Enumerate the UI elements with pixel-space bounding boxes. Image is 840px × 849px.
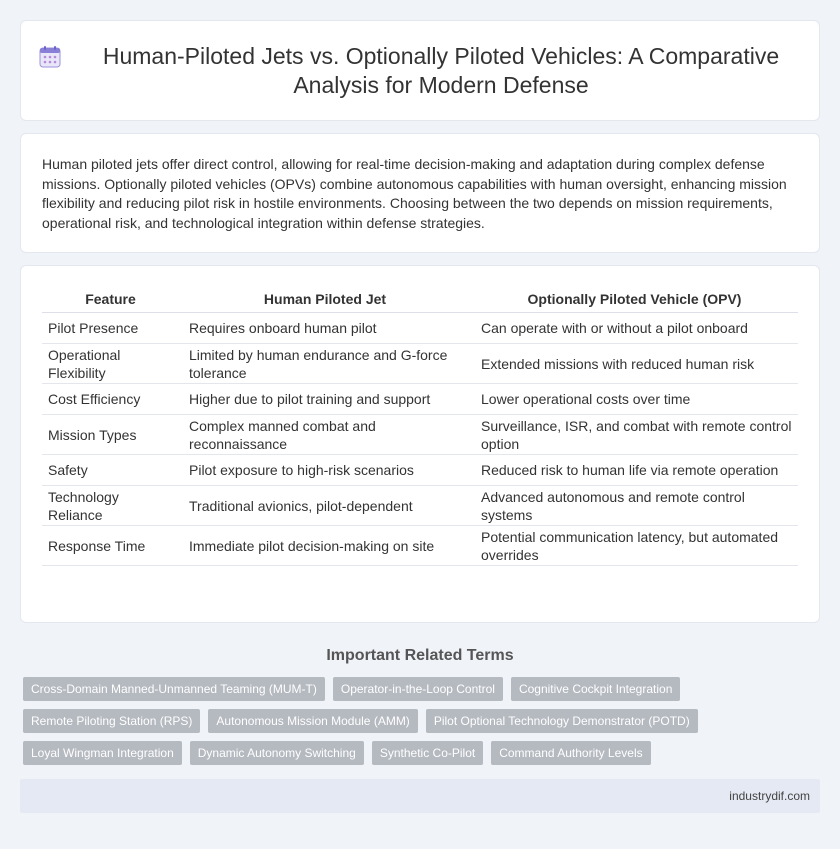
table-row [42, 344, 798, 384]
table-cell-jet: Immediate pilot decision-making on site [179, 526, 471, 566]
table-row [42, 313, 798, 344]
table-cell-feature: Safety [42, 455, 179, 486]
table-row [42, 526, 798, 566]
table-cell-opv: Advanced autonomous and remote control systems [471, 486, 798, 526]
table-cell-feature: Response Time [42, 526, 179, 566]
table-row [42, 384, 798, 415]
related-term-tag[interactable]: Command Authority Levels [491, 741, 650, 765]
table-cell-opv: Extended missions with reduced human risk [471, 344, 798, 384]
table-cell-feature: Operational Flexibility [42, 344, 179, 384]
table-row [42, 455, 798, 486]
calendar-icon [39, 46, 61, 68]
related-terms-section [20, 647, 820, 773]
table-row [42, 415, 798, 455]
comparison-table [42, 288, 798, 566]
related-term-tag[interactable]: Cognitive Cockpit Integration [511, 677, 680, 701]
related-term-tag[interactable]: Loyal Wingman Integration [23, 741, 182, 765]
table-cell-jet: Higher due to pilot training and support [179, 384, 471, 415]
table-cell-opv: Reduced risk to human life via remote operation [471, 455, 798, 486]
table-cell-jet: Limited by human endurance and G-force tolerance [179, 344, 471, 384]
table-cell-jet: Complex manned combat and reconnaissance [179, 415, 471, 455]
table-cell-opv: Surveillance, ISR, and combat with remote control option [471, 415, 798, 455]
related-terms-tags [20, 677, 820, 773]
title-row [39, 42, 801, 100]
column-header-feature: Feature [42, 288, 179, 313]
related-term-tag[interactable]: Synthetic Co-Pilot [372, 741, 483, 765]
column-header-human-piloted-jet: Human Piloted Jet [179, 288, 471, 313]
related-terms-title: Important Related Terms [326, 647, 514, 664]
table-cell-feature: Cost Efficiency [42, 384, 179, 415]
intro-card [20, 133, 820, 253]
column-header-opv: Optionally Piloted Vehicle (OPV) [471, 288, 798, 313]
table-cell-jet: Pilot exposure to high-risk scenarios [179, 455, 471, 486]
table-cell-feature: Pilot Presence [42, 313, 179, 344]
table-cell-feature: Mission Types [42, 415, 179, 455]
comparison-table-card [20, 265, 820, 623]
table-row [42, 486, 798, 526]
related-term-tag[interactable]: Dynamic Autonomy Switching [190, 741, 364, 765]
footer-site-link[interactable]: industrydif.com [729, 789, 810, 803]
header-card [20, 20, 820, 121]
table-cell-opv: Can operate with or without a pilot onboard [471, 313, 798, 344]
related-term-tag[interactable]: Remote Piloting Station (RPS) [23, 709, 200, 733]
table-cell-jet: Requires onboard human pilot [179, 313, 471, 344]
related-term-tag[interactable]: Operator-in-the-Loop Control [333, 677, 503, 701]
table-cell-opv: Lower operational costs over time [471, 384, 798, 415]
related-term-tag[interactable]: Cross-Domain Manned-Unmanned Teaming (MUM-T) [23, 677, 325, 701]
table-cell-opv: Potential communication latency, but automated overrides [471, 526, 798, 566]
table-cell-feature: Technology Reliance [42, 486, 179, 526]
page-title: Human-Piloted Jets vs. Optionally Piloted Vehicles: A Comparative Analysis for Modern Defense [102, 42, 780, 98]
intro-text: Human piloted jets offer direct control, allowing for real-time decision-making and adaptation during complex defense missions. Optionally piloted vehicles (OPVs) combine autonomous capabilities with human oversight, enhancing mission flexibility and reducing pilot risk in hostile environments. Choosing between the two depends on mission requirements, operational risk, and technological integration within defense strategies. [42, 156, 787, 231]
table-header-row [42, 288, 798, 313]
related-term-tag[interactable]: Autonomous Mission Module (AMM) [208, 709, 417, 733]
related-term-tag[interactable]: Pilot Optional Technology Demonstrator (POTD) [426, 709, 698, 733]
footer [20, 779, 820, 813]
table-cell-jet: Traditional avionics, pilot-dependent [179, 486, 471, 526]
